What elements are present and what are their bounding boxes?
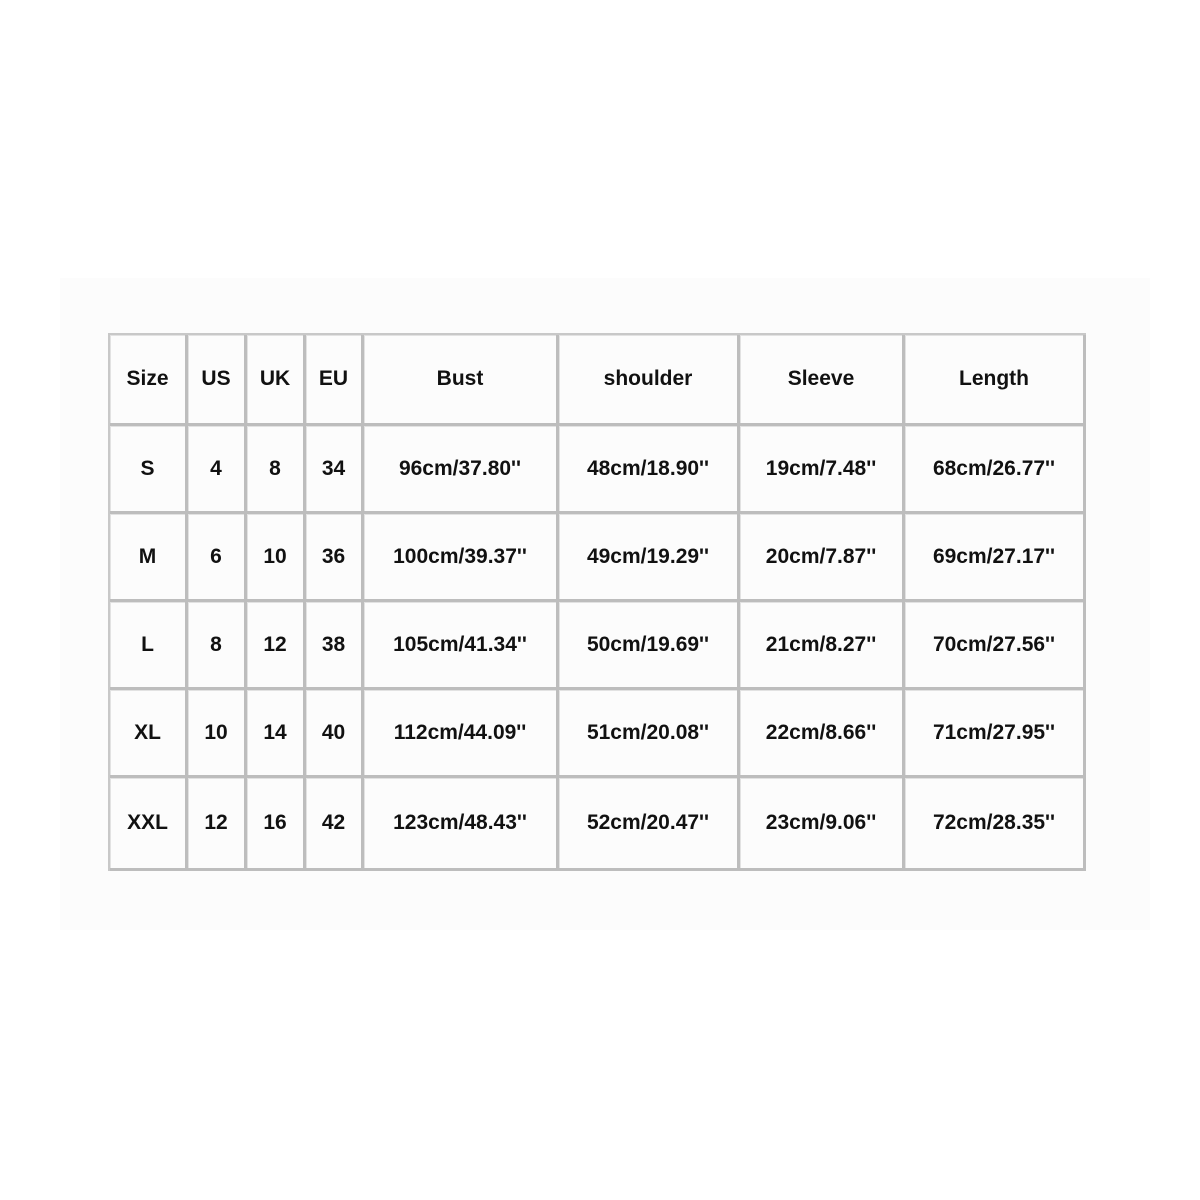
- cell-length: 69cm/27.17'': [905, 514, 1086, 602]
- cell-size: XXL: [110, 778, 188, 871]
- cell-uk: 16: [247, 778, 306, 871]
- cell-us: 8: [188, 602, 247, 690]
- cell-sleeve: 19cm/7.48'': [740, 426, 905, 514]
- cell-eu: 40: [306, 690, 364, 778]
- header-sleeve: Sleeve: [740, 335, 905, 426]
- size-chart-table: [108, 333, 1086, 871]
- cell-uk: 12: [247, 602, 306, 690]
- cell-uk: 8: [247, 426, 306, 514]
- cell-sleeve: 20cm/7.87'': [740, 514, 905, 602]
- cell-sleeve: 22cm/8.66'': [740, 690, 905, 778]
- table-row: [110, 778, 1086, 871]
- cell-sleeve: 23cm/9.06'': [740, 778, 905, 871]
- cell-length: 70cm/27.56'': [905, 602, 1086, 690]
- header-us: US: [188, 335, 247, 426]
- header-bust: Bust: [364, 335, 559, 426]
- cell-eu: 36: [306, 514, 364, 602]
- table-row: [110, 690, 1086, 778]
- cell-us: 4: [188, 426, 247, 514]
- cell-length: 72cm/28.35'': [905, 778, 1086, 871]
- cell-size: XL: [110, 690, 188, 778]
- cell-length: 68cm/26.77'': [905, 426, 1086, 514]
- header-uk: UK: [247, 335, 306, 426]
- cell-shoulder: 52cm/20.47'': [559, 778, 740, 871]
- cell-shoulder: 48cm/18.90'': [559, 426, 740, 514]
- cell-eu: 42: [306, 778, 364, 871]
- cell-bust: 123cm/48.43'': [364, 778, 559, 871]
- table-row: [110, 426, 1086, 514]
- cell-sleeve: 21cm/8.27'': [740, 602, 905, 690]
- cell-shoulder: 49cm/19.29'': [559, 514, 740, 602]
- cell-us: 6: [188, 514, 247, 602]
- cell-bust: 96cm/37.80'': [364, 426, 559, 514]
- cell-size: M: [110, 514, 188, 602]
- cell-size: S: [110, 426, 188, 514]
- cell-bust: 112cm/44.09'': [364, 690, 559, 778]
- cell-us: 12: [188, 778, 247, 871]
- cell-uk: 14: [247, 690, 306, 778]
- cell-size: L: [110, 602, 188, 690]
- cell-us: 10: [188, 690, 247, 778]
- header-shoulder: shoulder: [559, 335, 740, 426]
- cell-shoulder: 51cm/20.08'': [559, 690, 740, 778]
- cell-uk: 10: [247, 514, 306, 602]
- header-eu: EU: [306, 335, 364, 426]
- cell-eu: 34: [306, 426, 364, 514]
- table-header-row: [110, 335, 1086, 426]
- header-size: Size: [110, 335, 188, 426]
- cell-bust: 105cm/41.34'': [364, 602, 559, 690]
- header-length: Length: [905, 335, 1086, 426]
- table-row: [110, 602, 1086, 690]
- cell-length: 71cm/27.95'': [905, 690, 1086, 778]
- cell-bust: 100cm/39.37'': [364, 514, 559, 602]
- cell-shoulder: 50cm/19.69'': [559, 602, 740, 690]
- table-row: [110, 514, 1086, 602]
- cell-eu: 38: [306, 602, 364, 690]
